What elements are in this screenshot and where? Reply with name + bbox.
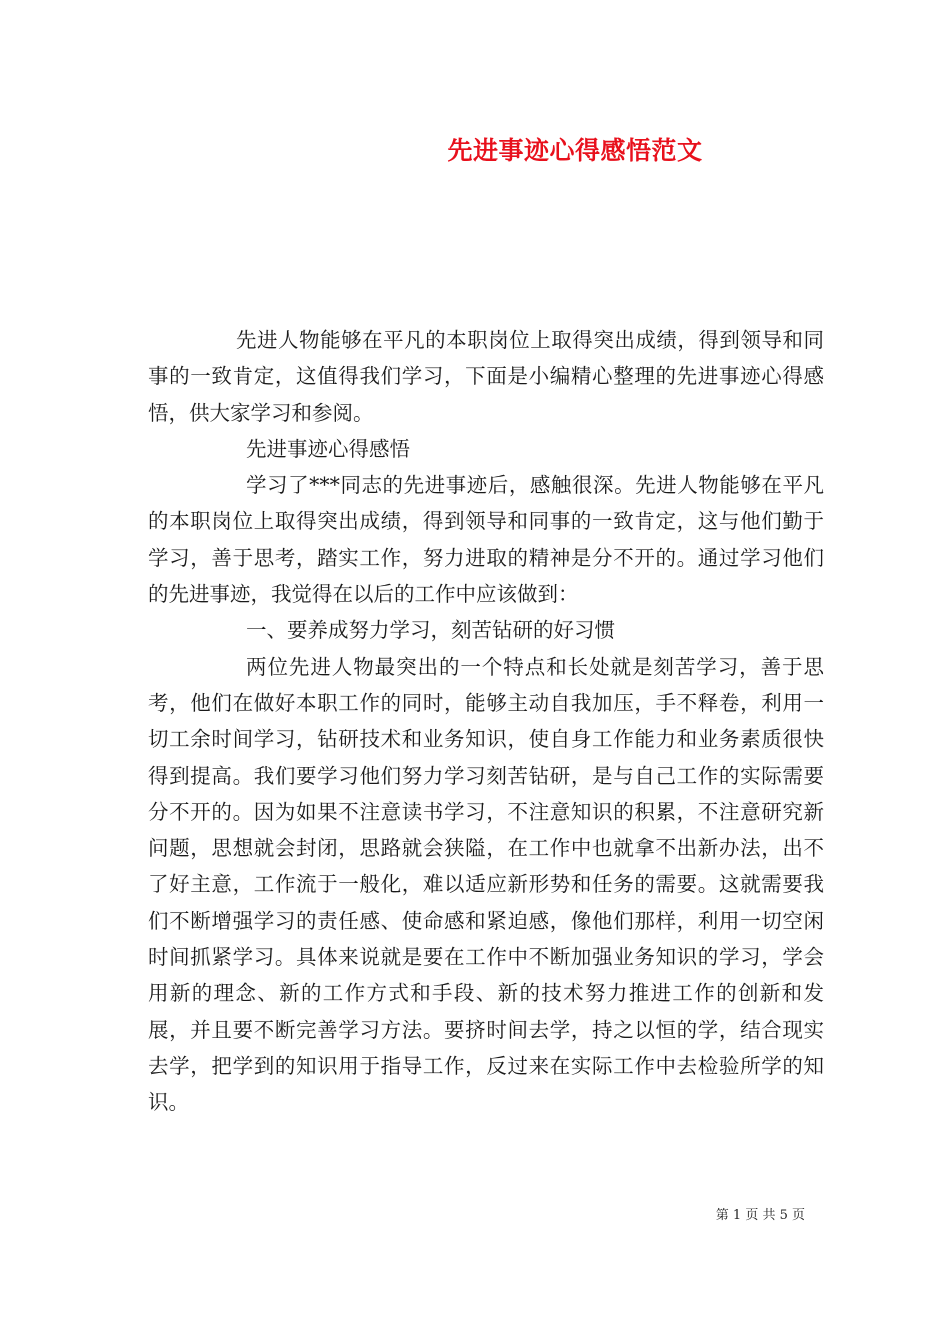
body-paragraph: 两位先进人物最突出的一个特点和长处就是刻苦学习，善于思考，他们在做好本职工作的同时，能够主动自我加压，手不释卷，利用一切工余时间学习，钻研技术和业务知识，使自身工作能力和业务素质很快得到提高。我们要学习他们努力学习刻苦钻研，是与自己工作的实际需要分不开的。因为如果不注意读书学习，不注意知识的积累，不注意研究新问题，思想就会封闭，思路就会狭隘，在工作中也就拿不出新办法，出不了好主意，工作流于一般化，难以适应新形势和任务的需要。这就需要我们不断增强学习的责任感、使命感和紧迫感，像他们那样，利用一切空闲时间抓紧学习。具体来说就是要在工作中不断加强业务知识的学习，学会用新的理念、新的工作方式和手段、新的技术努力推进工作的创新和发展，并且要不断完善学习方法。要挤时间去学，持之以恒的学，结合现实去学，把学到的知识用于指导工作，反过来在实际工作中去检验所学的知识。 — [148, 654, 824, 1115]
intro-paragraph: 先进人物能够在平凡的本职岗位上取得突出成绩，得到领导和同事的一致肯定，这值得我们学习，下面是小编精心整理的先进事迹心得感悟，供大家学习和参阅。 — [148, 328, 824, 425]
subsection-heading: 一、要养成努力学习，刻苦钻研的好习惯 — [246, 618, 615, 643]
section-heading: 先进事迹心得感悟 — [246, 436, 410, 461]
document-body — [148, 322, 824, 1121]
page-number-footer: 第 1 页 共 5 页 — [715, 1208, 805, 1223]
body-paragraph: 学习了***同志的先进事迹后，感触很深。先进人物能够在平凡的本职岗位上取得突出成绩，得到领导和同事的一致肯定，这与他们勤于学习，善于思考，踏实工作，努力进取的精神是分不开的。通过学习他们的先进事迹，我觉得在以后的工作中应该做到： — [148, 473, 824, 607]
document-title: 先进事迹心得感悟范文 — [447, 136, 703, 165]
